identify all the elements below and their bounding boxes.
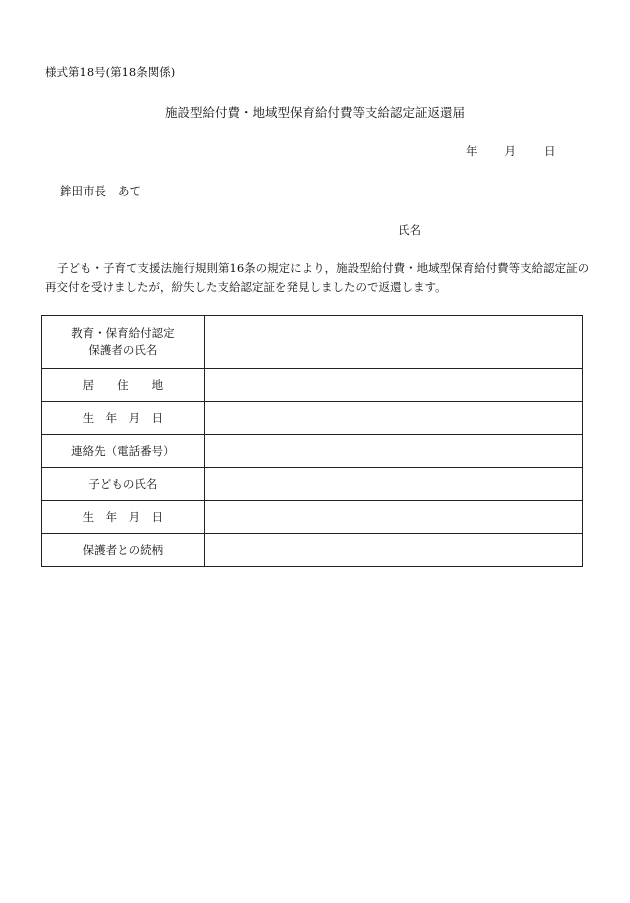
date-year-label: 年: [466, 144, 478, 158]
table-row: [42, 316, 583, 369]
date-day-label: 日: [544, 144, 556, 158]
addressee: [60, 183, 141, 199]
row-label-guardian-birthdate: 生 年 月 日: [42, 402, 205, 435]
row-label-child-birthdate: 生 年 月 日: [42, 501, 205, 534]
table-row: [42, 435, 583, 468]
date-line: [466, 143, 556, 159]
date-month-label: 月: [504, 144, 516, 158]
row-label-line: 保護者の氏名: [88, 343, 158, 357]
table-row: [42, 468, 583, 501]
row-label-address: 居 住 地: [42, 369, 205, 402]
row-label-relationship: 保護者との続柄: [42, 534, 205, 567]
info-table: [41, 315, 583, 567]
addressee-suffix: あて: [118, 184, 141, 198]
table-row: [42, 534, 583, 567]
addressee-name: 鉾田市長: [60, 184, 106, 198]
table-row: [42, 501, 583, 534]
signature-name-label: 氏名: [398, 223, 421, 237]
guardian-name-field[interactable]: [204, 316, 582, 369]
row-label-guardian-name: [42, 316, 205, 369]
relationship-field[interactable]: [204, 534, 582, 567]
child-name-field[interactable]: [204, 468, 582, 501]
phone-field[interactable]: [204, 435, 582, 468]
row-label-child-name: 子どもの氏名: [42, 468, 205, 501]
row-label-phone: 連絡先（電話番号）: [42, 435, 205, 468]
child-birthdate-field[interactable]: [204, 501, 582, 534]
row-label-line: 教育・保育給付認定: [71, 326, 175, 340]
guardian-birthdate-field[interactable]: [204, 402, 582, 435]
body-text: 子ども・子育て支援法施行規則第16条の規定により，施設型給付費・地域型保育給付費等支給認定証の再交付を受けましたが，紛失した支給認定証を発見しましたので返還します。: [45, 261, 590, 294]
table-row: [42, 369, 583, 402]
table-row: [42, 402, 583, 435]
document-title: 施設型給付費・地域型保育給付費等支給認定証返還届: [164, 105, 465, 120]
form-number: 様式第18号(第18条関係): [45, 65, 176, 79]
address-field[interactable]: [204, 369, 582, 402]
